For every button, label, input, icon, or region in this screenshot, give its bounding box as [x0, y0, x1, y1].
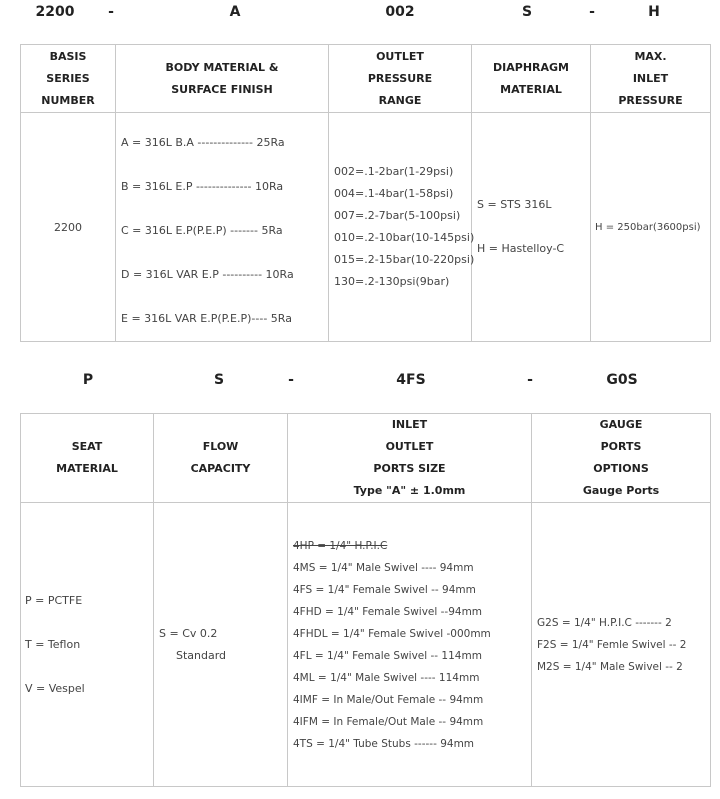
port-option: 4FS = 1/4" Female Swivel -- 94mm	[293, 583, 476, 596]
code-body-material: A	[229, 4, 241, 20]
header-diaphragm-material: DIAPHRAGM MATERIAL	[472, 45, 591, 113]
seat-material-options	[21, 503, 154, 787]
header-inlet-outlet-ports-size: INLET OUTLET PORTS SIZE Type "A" ± 1.0mm	[288, 414, 532, 503]
gauge-option: M2S = 1/4" Male Swivel -- 2	[537, 660, 683, 673]
outlet-option: 007=.2-7bar(5-100psi)	[334, 209, 461, 222]
body-option: A = 316L B.A -------------- 25Ra	[121, 136, 285, 149]
code-gauge-ports: G0S	[606, 372, 638, 388]
part-number-code-row-2	[0, 372, 720, 394]
body-option: C = 316L E.P(P.E.P) ------- 5Ra	[121, 224, 283, 237]
code-basis: 2200	[35, 4, 75, 20]
header-basis-series-number: BASIS SERIES NUMBER	[21, 45, 116, 113]
port-option: 4MS = 1/4" Male Swivel ---- 94mm	[293, 561, 474, 574]
code-seat-material: P	[82, 372, 94, 388]
diaphragm-option: S = STS 316L	[477, 198, 552, 211]
body-option: B = 316L E.P -------------- 10Ra	[121, 180, 284, 193]
outlet-option: 130=.2-130psi(9bar)	[334, 275, 450, 288]
spec-table-1	[20, 44, 711, 342]
outlet-option: 004=.1-4bar(1-58psi)	[334, 187, 454, 200]
port-option: 4FL = 1/4" Female Swivel -- 114mm	[293, 649, 482, 662]
body-option: E = 316L VAR E.P(P.E.P)---- 5Ra	[121, 312, 292, 325]
outlet-option: 002=.1-2bar(1-29psi)	[334, 165, 454, 178]
seat-option: P = PCTFE	[25, 593, 83, 607]
basis-series-value: 2200	[21, 113, 116, 342]
code-separator: -	[108, 4, 114, 20]
header-seat-material: SEAT MATERIAL	[21, 414, 154, 503]
header-body-material: BODY MATERIAL & SURFACE FINISH	[116, 45, 329, 113]
header-gauge-ports-options: GAUGE PORTS OPTIONS Gauge Ports	[532, 414, 711, 503]
header-flow-capacity: FLOW CAPACITY	[154, 414, 288, 503]
port-option: 4FHDL = 1/4" Female Swivel -000mm	[293, 627, 491, 640]
outlet-option: 010=.2-10bar(10-145psi)	[334, 231, 475, 244]
outlet-option: 015=.2-15bar(10-220psi)	[334, 253, 475, 266]
diaphragm-options	[472, 113, 591, 342]
flow-capacity-value	[154, 503, 288, 787]
code-separator: -	[527, 372, 533, 388]
port-option: 4TS = 1/4" Tube Stubs ------ 94mm	[293, 737, 475, 750]
gauge-ports-options	[532, 503, 711, 787]
flow-capacity-line: Standard	[176, 648, 227, 662]
seat-option: T = Teflon	[25, 637, 81, 651]
port-option: 4FHD = 1/4" Female Swivel --94mm	[293, 605, 483, 618]
gauge-option: F2S = 1/4" Femle Swivel -- 2	[537, 638, 687, 651]
header-outlet-pressure-range: OUTLET PRESSURE RANGE	[329, 45, 472, 113]
code-flow-capacity: S	[213, 372, 225, 388]
port-option: 4IFM = In Female/Out Male -- 94mm	[293, 715, 484, 728]
code-outlet-pressure: 002	[385, 4, 415, 20]
port-option: 4IMF = In Male/Out Female -- 94mm	[293, 693, 484, 706]
outlet-pressure-options	[329, 113, 475, 342]
part-number-code-row-1	[0, 4, 720, 26]
gauge-option: G2S = 1/4" H.P.I.C ------- 2	[537, 616, 672, 629]
body-material-options	[116, 113, 329, 342]
seat-option: V = Vespel	[25, 681, 85, 695]
spec-table-2	[20, 413, 711, 787]
code-diaphragm: S	[521, 4, 533, 20]
port-size-options	[288, 503, 532, 787]
body-option: D = 316L VAR E.P ---------- 10Ra	[121, 268, 294, 281]
code-ports-size: 4FS	[396, 372, 426, 388]
diaphragm-option: H = Hastelloy-C	[477, 242, 565, 255]
code-separator: -	[288, 372, 294, 388]
flow-capacity-line: S = Cv 0.2	[159, 626, 218, 640]
header-max-inlet-pressure: MAX. INLET PRESSURE	[591, 45, 711, 113]
code-inlet-pressure: H	[648, 4, 660, 20]
max-inlet-pressure-value: H = 250bar(3600psi)	[591, 113, 711, 342]
port-option: 4HP = 1/4" H.P.I.C	[293, 539, 388, 552]
port-option: 4ML = 1/4" Male Swivel ---- 114mm	[293, 671, 480, 684]
code-separator: -	[589, 4, 595, 20]
